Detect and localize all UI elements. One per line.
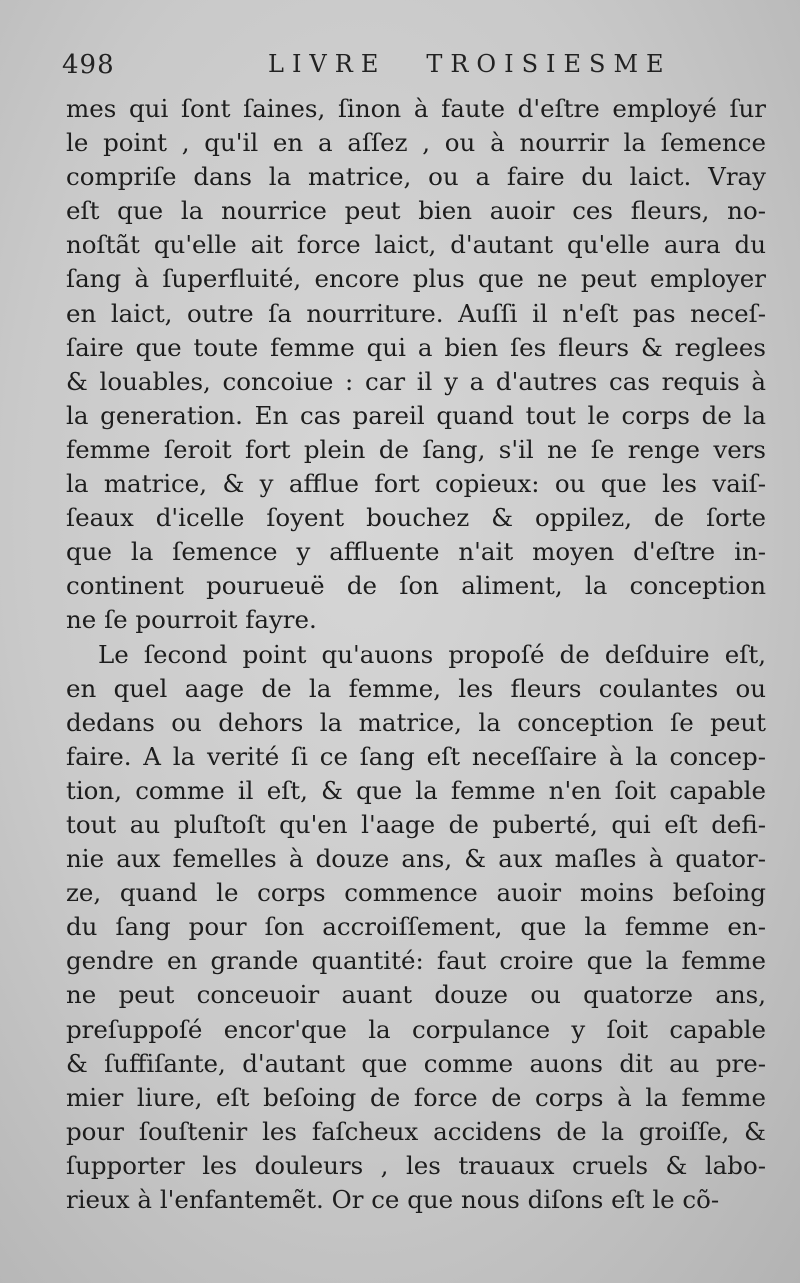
text-line: femme ſeroit fort plein de ſang, s'il ne ſe renge vers bbox=[66, 434, 766, 464]
text-line: continent pourueuë de ſon aliment, la conception bbox=[66, 571, 766, 601]
text-line: faire. A la verité ſi ce ſang eſt neceſſaire à la concep- bbox=[66, 741, 766, 771]
text-line: nie aux femelles à douze ans, & aux maſles à quator- bbox=[66, 844, 766, 874]
text-line: mes qui ſont ſaines, ſinon à faute d'eſtre employé ſur bbox=[66, 94, 766, 123]
text-line: Le ſecond point qu'auons propoſé de deſduire eſt, bbox=[98, 639, 766, 669]
text-line: en quel aage de la femme, les fleurs coulantes ou bbox=[66, 673, 766, 703]
text-line: tion, comme il eſt, & que la femme n'en ſoit capable bbox=[66, 775, 766, 805]
text-line: ze, quand le corps commence auoir moins beſoing bbox=[66, 878, 766, 908]
text-line: tout au pluſtoſt qu'en l'aage de puberté, qui eſt defi- bbox=[66, 809, 766, 839]
text-line: rieux à l'enfantemẽt. Or ce que nous diſons eſt le cõ- bbox=[66, 1185, 720, 1214]
body-text bbox=[66, 92, 766, 1217]
text-line: noſtãt qu'elle ait force laict, d'autant qu'elle aura du bbox=[66, 230, 766, 260]
text-line: gendre en grande quantité: faut croire que la femme bbox=[66, 946, 766, 976]
text-line: ne peut conceuoir auant douze ou quatorze ans, bbox=[66, 980, 766, 1010]
text-line: ſeaux d'icelle ſoyent bouchez & oppilez, de ſorte bbox=[66, 503, 766, 533]
text-line: la generation. En cas pareil quand tout le corps de la bbox=[66, 400, 766, 430]
text-line: que la ſemence y affluente n'ait moyen d'eſtre in- bbox=[66, 537, 766, 567]
text-line: pour ſouſtenir les faſcheux accidens de la groiſſe, & bbox=[66, 1116, 766, 1146]
running-head bbox=[268, 50, 672, 78]
text-line: ne ſe pourroit fayre. bbox=[66, 605, 317, 635]
text-line: preſuppoſé encor'que la corpulance y ſoit capable bbox=[66, 1014, 766, 1044]
text-line: du ſang pour ſon accroiſſement, que la femme en- bbox=[66, 912, 766, 942]
text-line: la matrice, & y afflue fort copieux: ou que les vaiſ- bbox=[66, 469, 766, 499]
text-line: compriſe dans la matrice, ou a faire du laict. Vray bbox=[66, 162, 766, 192]
text-line: dedans ou dehors la matrice, la conception ſe peut bbox=[66, 707, 766, 737]
text-line: en laict, outre ſa nourriture. Auſſi il n'eſt pas neceſ- bbox=[66, 298, 766, 328]
text-line: eſt que la nourrice peut bien auoir ces fleurs, no- bbox=[66, 196, 766, 226]
page-number: 498 bbox=[62, 50, 115, 80]
text-line: ſupporter les douleurs , les trauaux cruels & labo- bbox=[66, 1150, 766, 1180]
text-line: ſaire que toute femme qui a bien ſes fleurs & reglees bbox=[66, 332, 766, 362]
text-line: ſang à ſuperfluité, encore plus que ne peut employer bbox=[66, 264, 766, 294]
text-line: le point , qu'il en a aſſez , ou à nourrir la ſemence bbox=[66, 128, 766, 158]
running-head-book: LIVRE bbox=[268, 50, 387, 78]
text-line: mier liure, eſt beſoing de force de corps à la femme bbox=[66, 1082, 766, 1112]
text-line: & louables, concoiue : car il y a d'autres cas requis à bbox=[66, 366, 766, 396]
running-head-volume: TROISIESME bbox=[426, 50, 672, 78]
text-line: & ſuffiſante, d'autant que comme auons dit au pre- bbox=[66, 1048, 766, 1078]
